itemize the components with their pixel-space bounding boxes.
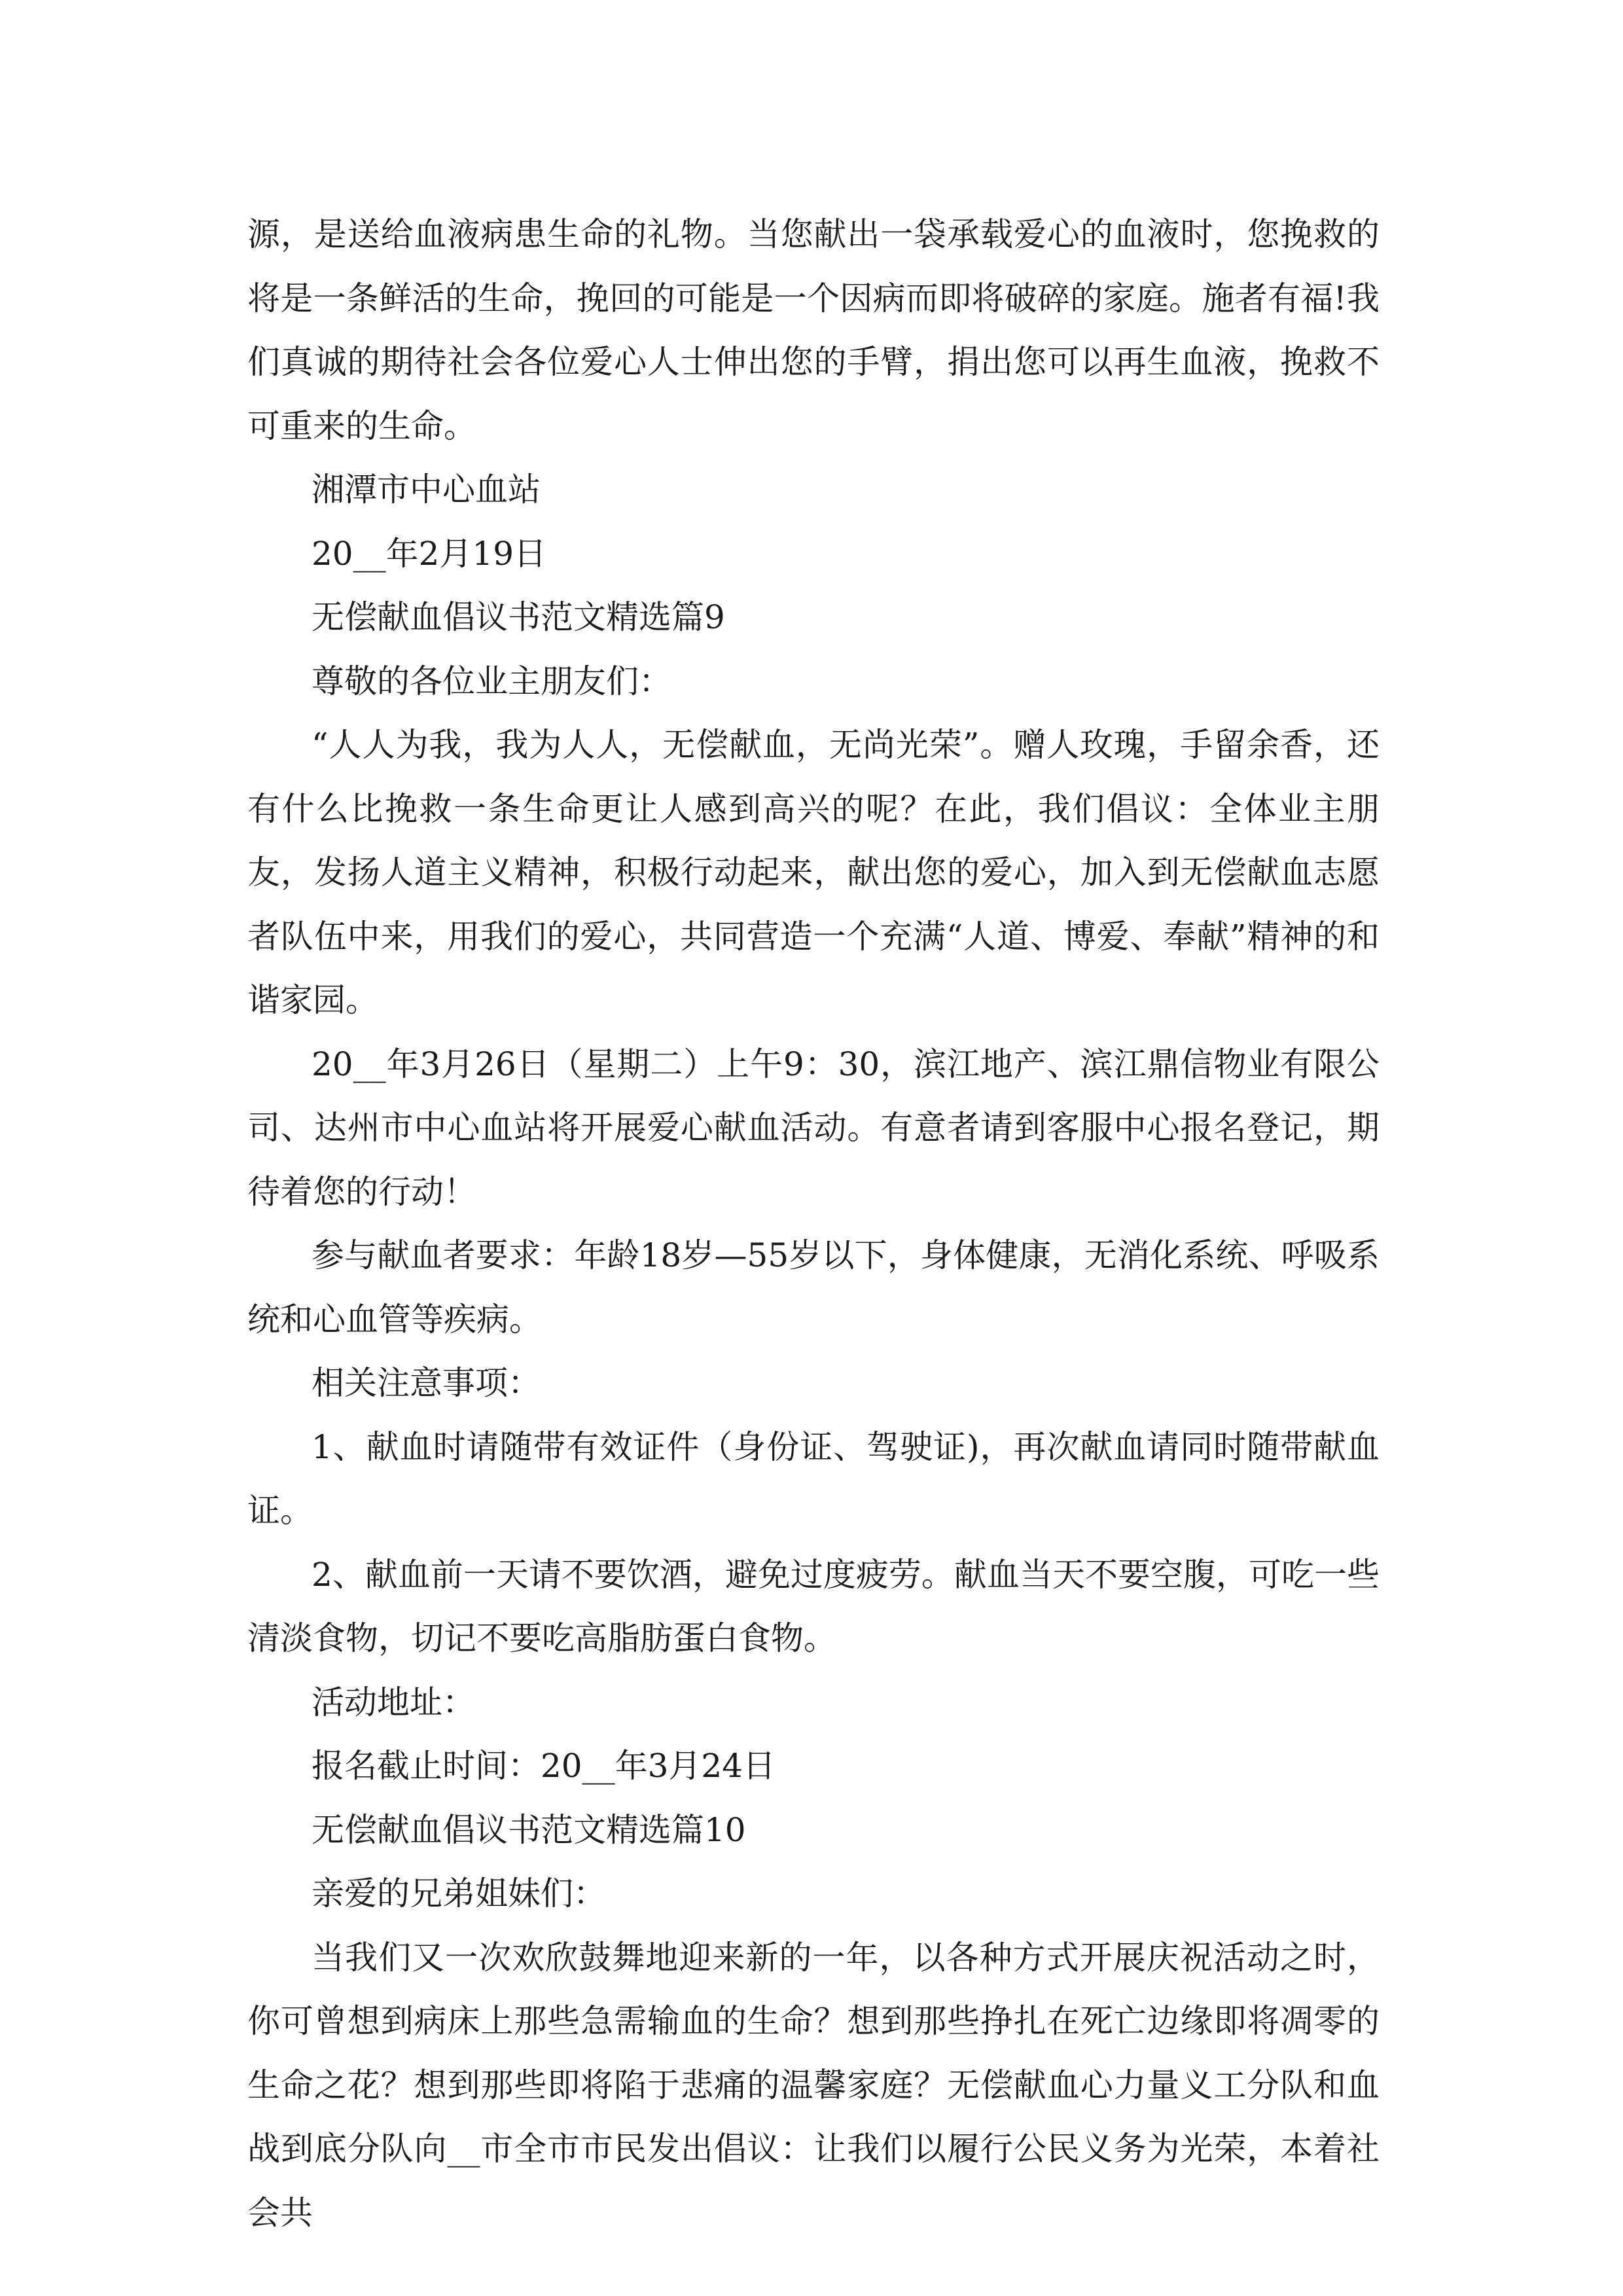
note-item-1: 1、献血时请随带有效证件（身份证、驾驶证)，再次献血请同时随带献血证。	[247, 1427, 1380, 1530]
salutation-owners: 尊敬的各位业主朋友们：	[312, 662, 671, 700]
paragraph-requirements: 参与献血者要求：年龄18岁—55岁以下，身体健康，无消化系统、呼吸系统和心血管等疾病。	[247, 1236, 1380, 1338]
signature-date: 20__年2月19日	[312, 534, 547, 573]
section-title-9: 无偿献血倡议书范文精选篇9	[312, 598, 725, 636]
registration-deadline: 报名截止时间：20__年3月24日	[312, 1747, 776, 1785]
document-body	[247, 203, 1380, 2245]
signature-organization: 湘潭市中心血站	[312, 471, 541, 509]
paragraph-appeal: “人人为我，我为人人，无偿献血，无尚光荣”。赠人玫瑰，手留余香，还有什么比挽救一条生命更让人感到高兴的呢？在此，我们倡议：全体业主朋友，发扬人道主义精神，积极行动起来，献出您的爱心，加入到无偿献血志愿者队伍中来，用我们的爱心，共同营造一个充满“人道、博爱、奉献”精神的和谐家园。	[247, 726, 1380, 1019]
activity-address: 活动地址：	[312, 1683, 475, 1721]
notes-heading: 相关注意事项：	[312, 1364, 541, 1402]
note-item-2: 2、献血前一天请不要饮酒，避免过度疲劳。献血当天不要空腹，可吃一些清淡食物，切记不要吃高脂肪蛋白食物。	[247, 1555, 1380, 1657]
paragraph-continuation: 源，是送给血液病患生命的礼物。当您献出一袋承载爱心的血液时，您挽救的将是一条鲜活的生命，挽回的可能是一个因病而即将破碎的家庭。施者有福!我们真诚的期待社会各位爱心人士伸出您的手臂，捐出您可以再生血液，挽救不可重来的生命。	[247, 215, 1380, 445]
paragraph-event-info: 20__年3月26日（星期二）上午9：30，滨江地产、滨江鼎信物业有限公司、达州市中心血站将开展爱心献血活动。有意者请到客服中心报名登记，期待着您的行动！	[247, 1045, 1380, 1211]
section-title-10: 无偿献血倡议书范文精选篇10	[312, 1810, 746, 1849]
paragraph-new-year-appeal: 当我们又一次欢欣鼓舞地迎来新的一年，以各种方式开展庆祝活动之时，你可曾想到病床上那些急需输血的生命？想到那些挣扎在死亡边缘即将凋零的生命之花？想到那些即将陷于悲痛的温馨家庭？无偿献血心力量义工分队和血战到底分队向__市全市市民发出倡议：让我们以履行公民义务为光荣，本着社会共	[247, 1938, 1380, 2232]
salutation-siblings: 亲爱的兄弟姐妹们：	[312, 1874, 606, 1912]
